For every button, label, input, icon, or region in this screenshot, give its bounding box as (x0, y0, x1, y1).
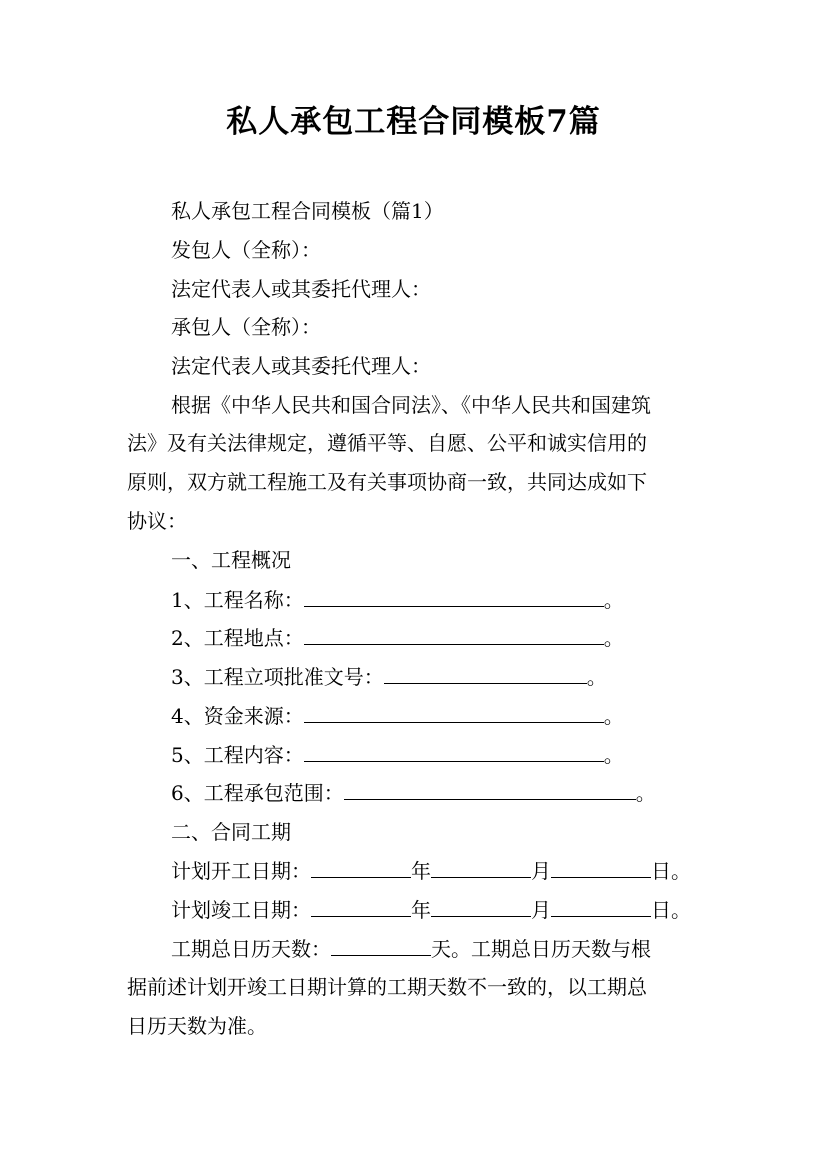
finish-year-blank (311, 896, 411, 917)
section-2-heading: 二、合同工期 (171, 820, 291, 844)
end-mark: 。 (586, 665, 607, 689)
month-label: 月 (531, 898, 551, 922)
day-label: 日 (651, 859, 671, 883)
approval-number-label: 3、工程立项批准文号： (171, 665, 384, 689)
day-label: 日 (651, 898, 671, 922)
duration-suffix: 天。工期总日历天数与根 (431, 937, 651, 961)
end-mark: 。 (603, 588, 624, 612)
year-label: 年 (411, 898, 431, 922)
project-content-label: 5、工程内容： (171, 743, 304, 767)
funding-source-row (171, 701, 624, 731)
start-date-label: 计划开工日期： (171, 859, 311, 883)
preamble-line-2: 法》及有关法律规定，遵循平等、自愿、公平和诚实信用的 (127, 431, 647, 455)
end-mark: 。 (671, 898, 691, 922)
duration-line-3: 日历天数为准。 (127, 1014, 267, 1038)
finish-date-row (171, 895, 691, 925)
finish-date-label: 计划竣工日期： (171, 898, 311, 922)
end-mark: 。 (603, 626, 624, 650)
project-location-label: 2、工程地点： (171, 626, 304, 650)
section-1-heading: 一、工程概况 (171, 548, 291, 572)
preamble-line-1: 根据《中华人民共和国合同法》、《中华人民共和国建筑 (171, 393, 651, 417)
start-month-blank (431, 857, 531, 878)
month-label: 月 (531, 859, 551, 883)
funding-source-blank (304, 702, 604, 723)
approval-number-blank (384, 663, 587, 684)
employer-rep-line: 法定代表人或其委托代理人： (171, 277, 431, 301)
start-year-blank (311, 857, 411, 878)
end-mark: 。 (603, 704, 624, 728)
project-content-blank (304, 741, 604, 762)
duration-label: 工期总日历天数： (171, 937, 331, 961)
start-day-blank (551, 857, 651, 878)
duration-line-2: 据前述计划开竣工日期计算的工期天数不一致的，以工期总 (127, 975, 647, 999)
preamble-line-3: 原则，双方就工程施工及有关事项协商一致，共同达成如下 (127, 470, 647, 494)
contract-scope-label: 6、工程承包范围： (171, 781, 344, 805)
contract-scope-blank (344, 779, 636, 800)
finish-day-blank (551, 896, 651, 917)
project-location-blank (304, 624, 604, 645)
contractor-line: 承包人（全称）： (171, 315, 321, 339)
project-content-row (171, 740, 624, 770)
funding-source-label: 4、资金来源： (171, 704, 304, 728)
contract-scope-row (171, 778, 656, 808)
contractor-rep-line: 法定代表人或其委托代理人： (171, 354, 431, 378)
end-mark: 。 (635, 781, 656, 805)
project-name-blank (304, 586, 604, 607)
start-date-row (171, 856, 691, 886)
end-mark: 。 (603, 743, 624, 767)
project-name-label: 1、工程名称： (171, 588, 304, 612)
document-title: 私人承包工程合同模板7篇 (226, 104, 601, 140)
finish-month-blank (431, 896, 531, 917)
section-heading: 私人承包工程合同模板（篇1） (171, 199, 444, 223)
approval-number-row (171, 662, 607, 692)
project-location-row (171, 623, 624, 653)
end-mark: 。 (671, 859, 691, 883)
year-label: 年 (411, 859, 431, 883)
project-name-row (171, 585, 624, 615)
employer-line: 发包人（全称）： (171, 238, 321, 262)
duration-row (171, 934, 651, 964)
preamble-line-4: 协议： (127, 509, 187, 533)
duration-blank (331, 935, 431, 956)
